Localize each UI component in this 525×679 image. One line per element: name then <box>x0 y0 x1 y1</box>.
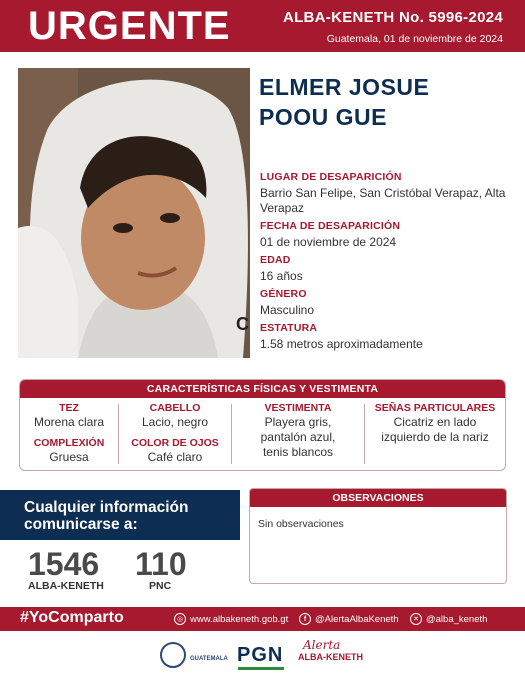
website-link[interactable] <box>174 613 288 625</box>
pgn-logo: PGN <box>237 644 284 666</box>
hashtag: #YoComparto <box>20 609 124 626</box>
guatemala-seal-icon <box>160 642 186 668</box>
vestimenta-label: VESTIMENTA <box>264 402 332 414</box>
facebook-link[interactable] <box>299 613 399 625</box>
fact-label-place: LUGAR DE DESAPARICIÓN <box>260 171 402 183</box>
fact-value-gender: Masculino <box>260 303 315 317</box>
fact-label-height: ESTATURA <box>260 322 318 334</box>
urgent-title: URGENTE <box>28 4 231 48</box>
fact-value-height: 1.58 metros aproximadamente <box>260 337 423 351</box>
vestimenta-line2: pantalón azul, <box>260 430 336 444</box>
complexion-value: Gruesa <box>49 450 89 464</box>
characteristics-box <box>19 379 506 471</box>
svg-text:C: C <box>236 314 249 334</box>
fact-label-gender: GÉNERO <box>260 288 307 300</box>
person-name-line2: POOU GUE <box>259 104 387 130</box>
complexion-label: COMPLEXIÓN <box>33 437 105 449</box>
fact-value-place: Barrio San Felipe, San Cristóbal Verapaz, Alta Verapaz <box>260 186 506 215</box>
characteristics-title: CARACTERÍSTICAS FÍSICAS Y VESTIMENTA <box>20 380 505 398</box>
phone-label-albakeneth: ALBA-KENETH <box>28 580 104 592</box>
contact-box <box>0 490 240 540</box>
cabello-label: CABELLO <box>149 402 201 414</box>
fact-value-age: 16 años <box>260 269 303 283</box>
footer-bar <box>0 607 525 631</box>
vestimenta-line3: tenis blancos <box>262 445 334 459</box>
globe-icon: ◎ <box>174 613 186 625</box>
ojos-value: Café claro <box>147 450 203 464</box>
fact-value-date: 01 de noviembre de 2024 <box>260 235 397 249</box>
senas-label: SEÑAS PARTICULARES <box>374 402 496 414</box>
missing-person-photo <box>18 68 250 358</box>
header-banner <box>0 0 525 52</box>
pgn-underline <box>238 667 284 670</box>
col-cabello-ojos <box>119 402 231 464</box>
col-senas <box>365 402 505 444</box>
observations-text: Sin observaciones <box>258 518 344 530</box>
phone-label-pnc: PNC <box>149 580 172 592</box>
logos-row <box>0 636 525 676</box>
col-vestimenta <box>232 402 364 459</box>
characteristics-grid <box>20 398 505 471</box>
ojos-label: COLOR DE OJOS <box>131 437 219 449</box>
facebook-icon: f <box>299 613 311 625</box>
alert-date: Guatemala, 01 de noviembre de 2024 <box>326 33 503 45</box>
person-name <box>259 72 509 132</box>
contact-line2: comunicarse a: <box>24 516 138 533</box>
facebook-text: @AlertaAlbaKeneth <box>315 613 399 625</box>
senas-line1: Cicatriz en lado <box>393 415 477 429</box>
x-icon: ✕ <box>410 613 422 625</box>
tez-label: TEZ <box>59 402 79 414</box>
phone-number-albakeneth[interactable]: 1546 <box>28 546 100 582</box>
observations-title: OBSERVACIONES <box>250 489 506 507</box>
cabello-value: Lacio, negro <box>141 415 209 429</box>
x-link[interactable] <box>410 613 487 625</box>
phone-number-pnc[interactable]: 110 <box>135 546 187 582</box>
col-tez-complexion <box>20 402 118 464</box>
alert-number: ALBA-KENETH No. 5996-2024 <box>282 9 503 26</box>
tez-value: Morena clara <box>33 415 105 429</box>
fact-label-age: EDAD <box>260 254 291 266</box>
website-text: www.albakeneth.gob.gt <box>190 613 289 625</box>
vestimenta-line1: Playera gris, <box>264 415 332 429</box>
contact-line1: Cualquier información <box>24 499 189 516</box>
observations-box <box>249 488 507 584</box>
person-name-line1: ELMER JOSUE <box>259 74 430 100</box>
fact-label-date: FECHA DE DESAPARICIÓN <box>260 220 401 232</box>
guatemala-logo-text: GUATEMALA <box>190 656 228 662</box>
x-text: @alba_keneth <box>426 613 488 625</box>
alerta-logo-line1: Alerta <box>303 638 341 652</box>
facts-list <box>260 167 518 352</box>
senas-line2: izquierdo de la nariz <box>381 430 489 444</box>
alerta-logo-line2: ALBA-KENETH <box>298 652 363 662</box>
